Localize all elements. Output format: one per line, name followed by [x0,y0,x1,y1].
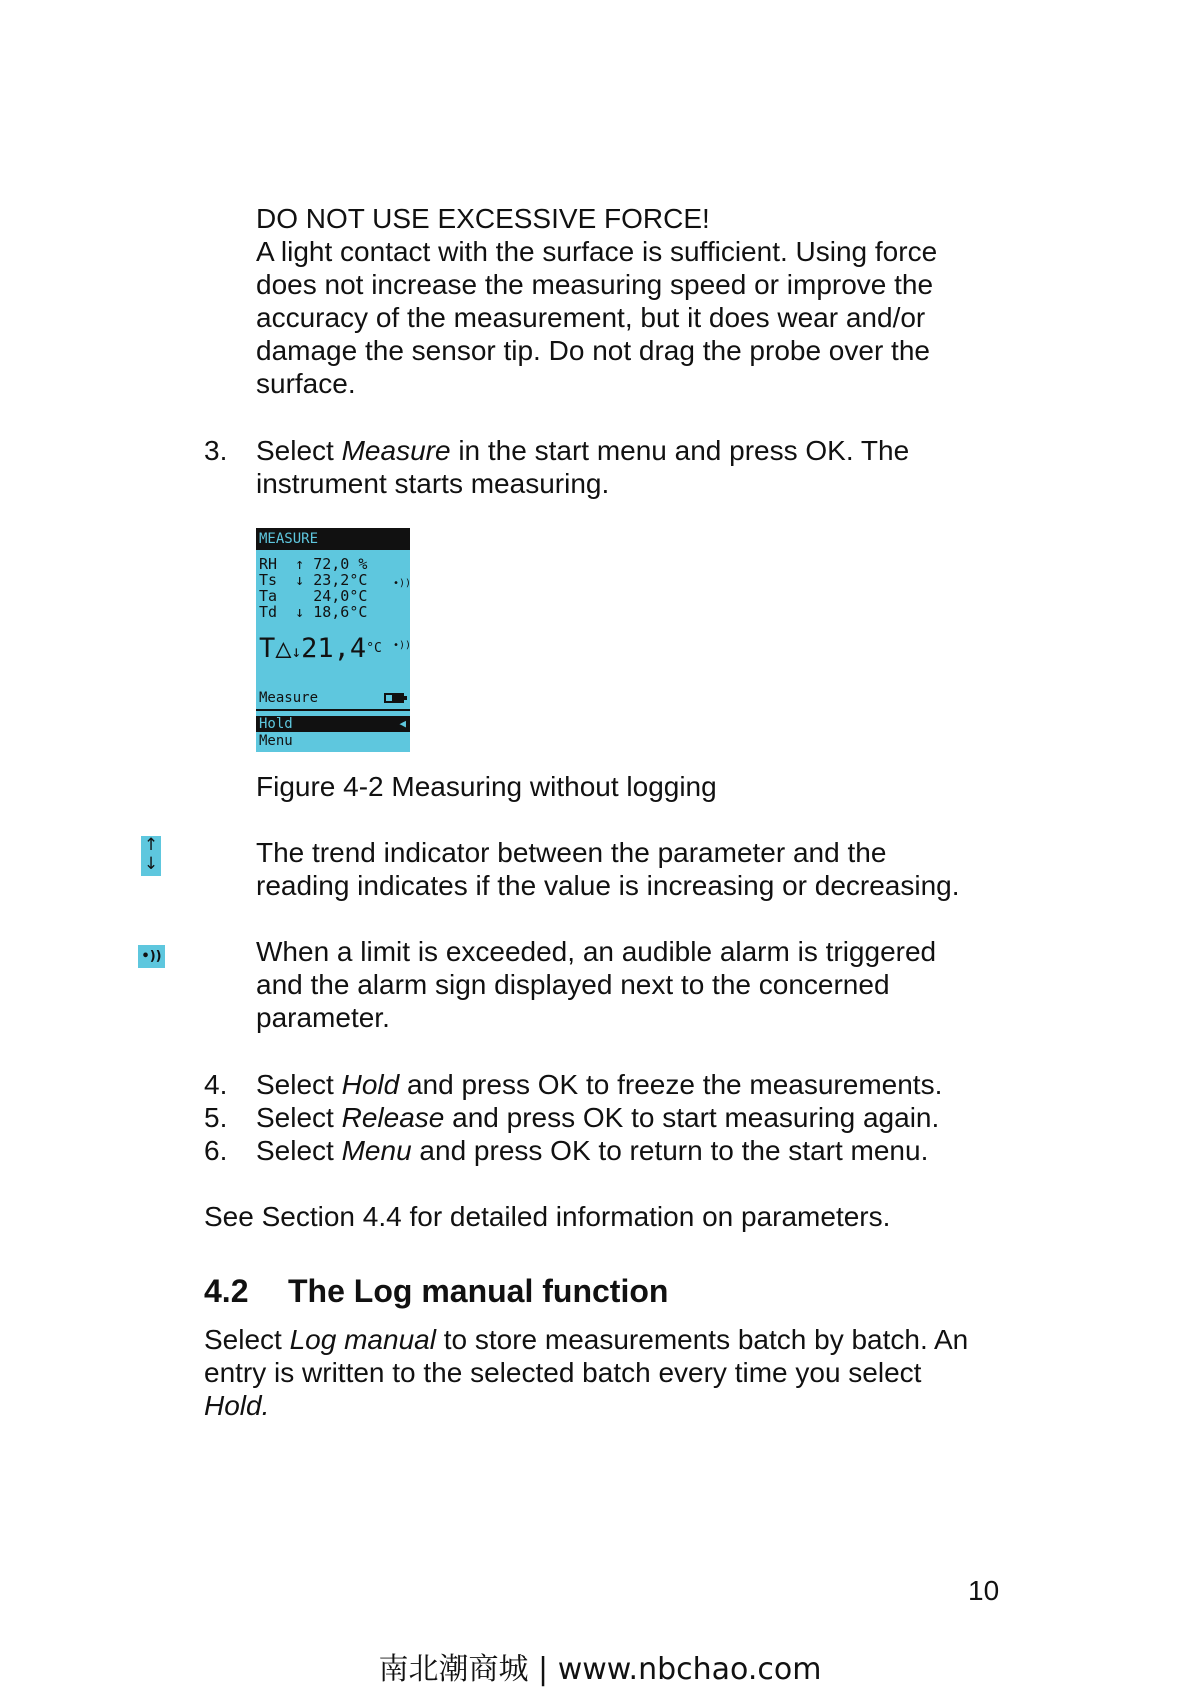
step-3-text: Select Measure in the start menu and press OK. The [256,435,910,466]
step-number: 3. [204,435,228,466]
lcd-status: Measure [259,690,319,706]
trend-updown-icon: ↑ ↓ [141,836,161,876]
lcd-row-ts: Ts ↓ 23,2°C [259,571,368,589]
figure-caption: Figure 4-2 Measuring without logging [256,771,717,802]
warning-line: does not increase the measuring speed or improve the [256,269,934,300]
alarm-icon: •)) [138,945,165,968]
step-6-text: Select Menu and press OK to return to the start menu. [256,1135,929,1166]
lcd-alarm-icon: •)) [393,578,412,589]
lcd-row-rh: RH ↑ 72,0 % [259,555,368,573]
step-number: 4. [204,1069,228,1100]
lcd-row-ta: Ta 24,0°C [259,587,368,605]
page-number: 10 [968,1575,1000,1606]
warning-line: A light contact with the surface is sufficient. Using force [256,236,938,267]
footer-watermark: 南北潮商城 | www.nbchao.com [378,1652,822,1687]
section-number: 4.2 [204,1273,249,1309]
device-lcd-screen [256,528,410,752]
warning-line: surface. [256,368,356,399]
alarm-note-line: parameter. [256,1002,390,1033]
warning-heading: DO NOT USE EXCESSIVE FORCE! [256,203,710,234]
step-4-text: Select Hold and press OK to freeze the measurements. [256,1069,943,1100]
trend-note-line: reading indicates if the value is increasing or decreasing. [256,870,960,901]
lcd-big-reading: $T\triangle↓21,4^{^\circ C}$ [259,633,382,664]
warning-line: damage the sensor tip. Do not drag the probe over the [256,335,930,366]
alarm-note-line: When a limit is exceeded, an audible alarm is triggered [256,936,937,967]
lcd-menu-item-hold: Hold ◀ [256,716,410,732]
see-section-note: See Section 4.4 for detailed information on parameters. [204,1201,891,1232]
lcd-title: MEASURE [256,528,410,550]
alarm-note-line: and the alarm sign displayed next to the concerned [256,969,890,1000]
section-paragraph-line: entry is written to the selected batch every time you select [204,1357,922,1388]
cursor-icon: ◀ [399,717,406,730]
lcd-alarm-icon: •)) [393,640,412,651]
trend-note-line: The trend indicator between the parameter and the [256,837,887,868]
lcd-menu-item-menu: Menu [259,733,293,749]
step-number: 5. [204,1102,228,1133]
section-paragraph-line: Hold. [204,1390,270,1421]
section-paragraph-line: Select Log manual to store measurements batch by batch. An [204,1324,969,1355]
step-5-text: Select Release and press OK to start measuring again. [256,1102,940,1133]
warning-line: accuracy of the measurement, but it does wear and/or [256,302,926,333]
section-title: The Log manual function [288,1273,669,1309]
step-number: 6. [204,1135,228,1166]
lcd-divider [256,709,410,711]
step-3-text-line2: instrument starts measuring. [256,468,610,499]
battery-icon [384,693,404,703]
lcd-row-td: Td ↓ 18,6°C [259,603,368,621]
